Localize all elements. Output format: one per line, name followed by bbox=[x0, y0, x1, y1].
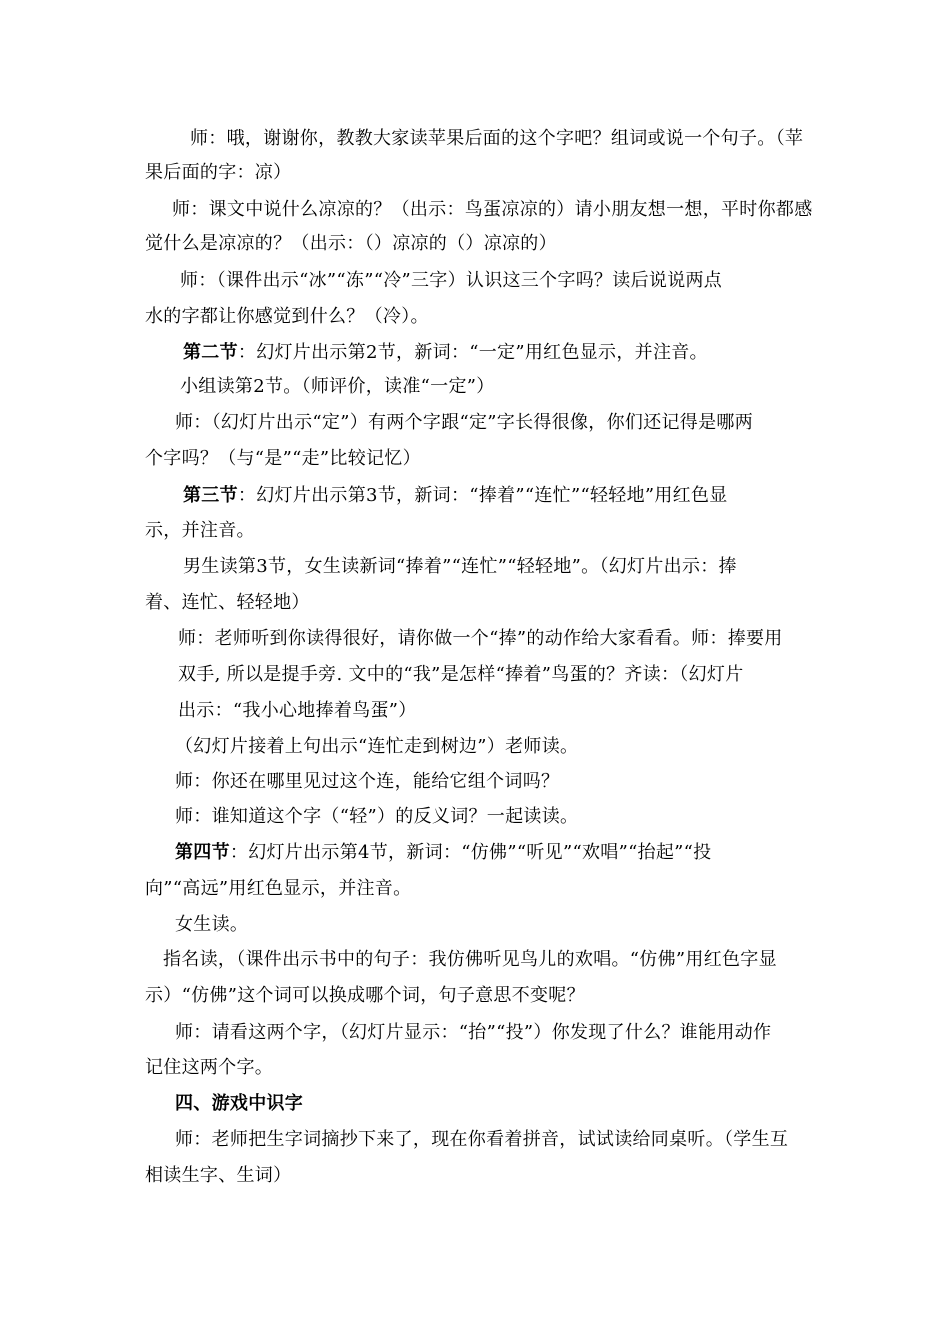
paragraph-line: 觉什么是凉凉的？（出示：（）凉凉的（）凉凉的） bbox=[145, 233, 557, 254]
paragraph-line: 师：谁知道这个字（“轻”）的反义词？一起读读。 bbox=[175, 806, 579, 827]
paragraph-line: 个字吗？（与“是”“走”比较记忆） bbox=[145, 448, 421, 469]
paragraph-line: 示，并注音。 bbox=[145, 520, 255, 541]
paragraph-line: 师：老师把生字词摘抄下来了，现在你看着拼音，试试读给同桌听。（学生互 bbox=[175, 1129, 789, 1150]
paragraph-line: 着、连忙、轻轻地） bbox=[145, 592, 310, 613]
paragraph-line: 师：你还在哪里见过这个连，能给它组个词吗？ bbox=[175, 771, 560, 792]
paragraph-text: ：幻灯片出示第3节，新词：“捧着”“连忙”“轻轻地”用红色显 bbox=[237, 485, 728, 506]
section-heading: 第三节 bbox=[183, 485, 238, 506]
paragraph-line: 师：老师听到你读得很好，请你做一个“捧”的动作给大家看看。师：捧要用 bbox=[178, 628, 783, 649]
paragraph-line: （幻灯片接着上句出示“连忙走到树边”）老师读。 bbox=[175, 736, 579, 757]
paragraph-line: 师：课文中说什么凉凉的？（出示：鸟蛋凉凉的）请小朋友想一想，平时你都感 bbox=[172, 199, 813, 220]
paragraph-line: 指名读，（课件出示书中的句子：我仿佛听见鸟儿的欢唱。“仿佛”用红色字显 bbox=[163, 949, 777, 970]
paragraph-line: 双手, 所以是提手旁. 文中的“我”是怎样“捧着”鸟蛋的？齐读：（幻灯片 bbox=[178, 664, 744, 685]
paragraph-line: 小组读第2节。（师评价，读准“一定”） bbox=[180, 376, 495, 397]
paragraph-line: 出示：“我小心地捧着鸟蛋”） bbox=[178, 700, 417, 721]
section-heading: 第二节 bbox=[183, 342, 238, 363]
section-line bbox=[175, 838, 711, 868]
paragraph-line: 向”“高远”用红色显示，并注音。 bbox=[145, 878, 412, 899]
paragraph-line: 示）“仿佛”这个词可以换成哪个词，句子意思不变呢？ bbox=[145, 985, 585, 1006]
paragraph-line: 师：（幻灯片出示“定”）有两个字跟“定”字长得很像，你们还记得是哪两 bbox=[175, 412, 754, 433]
paragraph-line: 女生读。 bbox=[175, 914, 249, 935]
paragraph-text: ：幻灯片出示第2节，新词：“一定”用红色显示，并注音。 bbox=[237, 342, 708, 363]
paragraph-line: 记住这两个字。 bbox=[145, 1057, 274, 1078]
paragraph-line: 水的字都让你感觉到什么？（冷）。 bbox=[145, 306, 429, 327]
paragraph-line: 师：请看这两个字，（幻灯片显示：“抬”“投”）你发现了什么？谁能用动作 bbox=[175, 1022, 772, 1043]
paragraph-text: ：幻灯片出示第4节，新词：“仿佛”“听见”“欢唱”“抬起”“投 bbox=[229, 842, 712, 863]
paragraph-line: 果后面的字：凉） bbox=[145, 162, 292, 183]
paragraph-line: 相读生字、生词） bbox=[145, 1165, 292, 1186]
section-heading: 四、游戏中识字 bbox=[175, 1093, 304, 1114]
section-heading: 第四节 bbox=[175, 842, 230, 863]
paragraph-line: 男生读第3节，女生读新词“捧着”“连忙”“轻轻地”。（幻灯片出示：捧 bbox=[183, 556, 737, 577]
section-line bbox=[183, 481, 728, 511]
paragraph-line: 师：（课件出示“冰”“冻”“冷”三字）认识这三个字吗？读后说说两点 bbox=[180, 270, 723, 291]
section-line bbox=[183, 338, 708, 368]
paragraph-line: 师：哦，谢谢你，教教大家读苹果后面的这个字吧？组词或说一个句子。（苹 bbox=[190, 128, 804, 149]
